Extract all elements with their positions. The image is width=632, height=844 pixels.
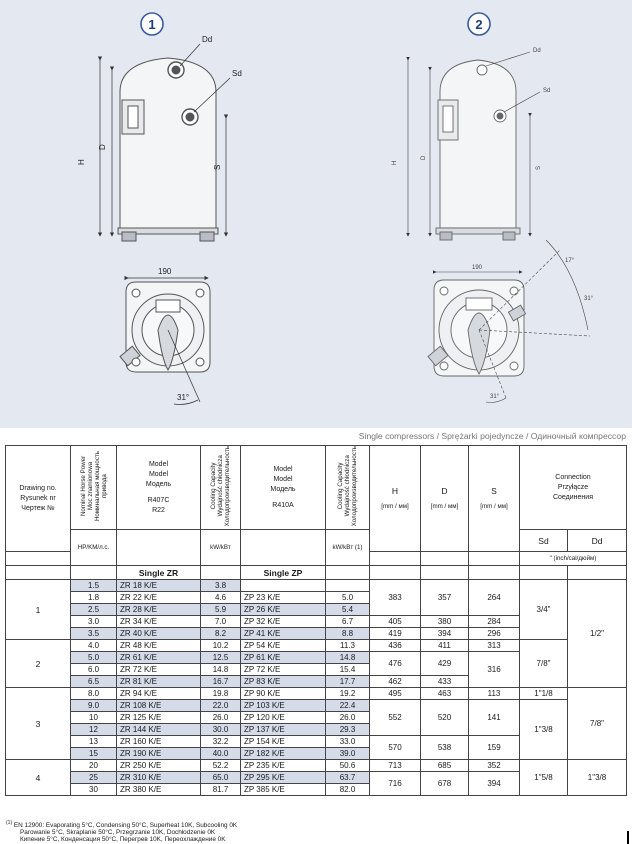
cell-zp-model: ZP 385 K/E — [241, 784, 326, 796]
cell-s: 313 — [469, 640, 520, 652]
cell-zr-model: ZR 72 K/E — [117, 664, 201, 676]
header-h-label: H — [391, 485, 399, 496]
model-r407-refrigerant-2: R22 — [152, 506, 165, 514]
cell-h: 716 — [370, 772, 421, 796]
cell-sd: 3/4" — [520, 580, 568, 640]
cell-zp-model: ZP 120 K/E — [241, 712, 326, 724]
compressor-2-angle-31-right: 31° — [584, 296, 594, 302]
cell-dd: 1/2" — [568, 580, 627, 688]
header-drawing-no — [6, 446, 71, 552]
cell-zr-capacity: 3.8 — [201, 580, 241, 592]
cell-zr-model: ZR 144 K/E — [117, 724, 201, 736]
cell-zr-model: ZR 34 K/E — [117, 616, 201, 628]
edge-marker — [627, 831, 629, 844]
compressor-1-label-sd: Sd — [232, 69, 242, 78]
compressor-1-top-view — [120, 282, 210, 372]
cell-hp: 20 — [71, 760, 117, 772]
cell-zr-capacity: 12.5 — [201, 652, 241, 664]
cell-zp-capacity: 5.0 — [326, 592, 370, 604]
cell-zp-model — [241, 580, 326, 592]
cell-zp-model: ZP 235 K/E — [241, 760, 326, 772]
header-s-units: [mm / мм] — [480, 502, 508, 510]
cell-hp: 15 — [71, 748, 117, 760]
cell-s: 296 — [469, 628, 520, 640]
cell-zr-model: ZR 190 K/E — [117, 748, 201, 760]
model-r407-line-3: Модель — [145, 480, 172, 488]
cell-sd: 1"5/8 — [520, 760, 568, 796]
cell-zp-capacity: 17.7 — [326, 676, 370, 688]
cell-zr-capacity: 14.8 — [201, 664, 241, 676]
cell-zr-model: ZR 28 K/E — [117, 604, 201, 616]
cell-zr-model: ZR 250 K/E — [117, 760, 201, 772]
header-hp-units: HP/KM/л.с. — [71, 530, 117, 566]
cell-zp-capacity: 22.4 — [326, 700, 370, 712]
cell-zr-capacity: 40.0 — [201, 748, 241, 760]
cell-zp-model: ZP 182 K/E — [241, 748, 326, 760]
footnote-line-3: Кипение 5°C, Конденсация 50°C, Перегрев 10K, Переохлаждение 0K — [20, 836, 226, 844]
cell-zp-model: ZP 72 K/E — [241, 664, 326, 676]
cell-zr-capacity: 26.0 — [201, 712, 241, 724]
cell-h: 419 — [370, 628, 421, 640]
cap1-line-3: Холодопроизводительность — [224, 446, 231, 527]
header-h — [370, 446, 421, 552]
cell-dd: 7/8" — [568, 688, 627, 760]
compressor-2-dim-d: D — [421, 155, 427, 160]
cell-hp: 3.0 — [71, 616, 117, 628]
cell-zr-capacity: 5.9 — [201, 604, 241, 616]
drawing-1-badge — [141, 13, 163, 35]
cell-zp-capacity: 6.7 — [326, 616, 370, 628]
compressor-1-angle-31: 31° — [177, 393, 190, 402]
cell-d: 411 — [421, 640, 469, 652]
footnote-text-1: EN 12900: Evaporating 5°C, Condensing 50°C, Superheat 10K, Subcooling 0K — [13, 822, 238, 830]
cell-hp: 4.0 — [71, 640, 117, 652]
model-r407-refrigerant-1: R407C — [147, 496, 170, 504]
cell-zp-model: ZP 41 K/E — [241, 628, 326, 640]
cell-h: 713 — [370, 760, 421, 772]
header-drawing-line-3: Чертеж № — [21, 504, 55, 512]
connection-line-3: Соединения — [552, 493, 593, 501]
cell-hp: 6.5 — [71, 676, 117, 688]
cell-zr-model: ZR 380 K/E — [117, 784, 201, 796]
cell-zp-model: ZP 26 K/E — [241, 604, 326, 616]
footnote-line-2: Parowanie 5°C, Skraplanie 50°C, Przegrzanie 10K, Dochłodzenie 0K — [20, 829, 216, 837]
section-single-zr: Single ZR — [117, 566, 201, 580]
cell-zp-capacity: 11.3 — [326, 640, 370, 652]
cell-zr-capacity: 16.7 — [201, 676, 241, 688]
cell-d: 357 — [421, 580, 469, 616]
cell-d: 678 — [421, 772, 469, 796]
cell-zr-capacity: 19.8 — [201, 688, 241, 700]
cell-zp-model: ZP 90 K/E — [241, 688, 326, 700]
badge-2-label: 2 — [475, 17, 483, 32]
drawing-2-badge — [468, 13, 490, 35]
table-header-row — [6, 446, 627, 530]
compressor-2-label-sd: Sd — [543, 88, 551, 94]
connection-line-2: Przyłącze — [557, 483, 589, 491]
header-model-r407c — [117, 446, 201, 530]
cell-zr-model: ZR 94 K/E — [117, 688, 201, 700]
cap2-line-1: Cooling Capacity — [337, 462, 344, 510]
cell-d: 463 — [421, 688, 469, 700]
header-d-spacer — [421, 552, 469, 566]
header-dd: Dd — [568, 530, 627, 552]
footnote — [6, 820, 237, 843]
header-d — [421, 446, 469, 552]
cell-zp-model: ZP 23 K/E — [241, 592, 326, 604]
cell-zp-model: ZP 32 K/E — [241, 616, 326, 628]
compressor-2-dim-h: H — [392, 160, 398, 165]
cell-zp-capacity: 14.8 — [326, 652, 370, 664]
compressor-2-width-190: 190 — [472, 265, 483, 271]
header-s-spacer — [469, 552, 520, 566]
cell-s: 159 — [469, 736, 520, 760]
hp-line-2: Moc znamionowa — [86, 462, 94, 511]
cell-zp-model: ZP 103 K/E — [241, 700, 326, 712]
header-h-units: [mm / мм] — [381, 502, 409, 510]
cell-h: 476 — [370, 652, 421, 676]
cell-d: 538 — [421, 736, 469, 760]
cell-hp: 8.0 — [71, 688, 117, 700]
header-cap2-units: kW/kBт (1) — [326, 530, 370, 566]
cell-zr-model: ZR 81 K/E — [117, 676, 201, 688]
cell-zp-capacity: 19.2 — [326, 688, 370, 700]
cell-h: 436 — [370, 640, 421, 652]
cell-h: 383 — [370, 580, 421, 616]
cell-zp-model: ZP 61 K/E — [241, 652, 326, 664]
cell-zr-capacity: 8.2 — [201, 628, 241, 640]
cell-hp: 9.0 — [71, 700, 117, 712]
cell-zr-model: ZR 18 K/E — [117, 580, 201, 592]
header-d-label: D — [441, 485, 448, 496]
compressor-2-angle-31-bottom: 31° — [490, 394, 500, 400]
cap2-line-3: Холодопроизводительность — [351, 446, 358, 527]
footnote-line-1 — [6, 820, 237, 829]
header-h-spacer — [370, 552, 421, 566]
cell-zr-capacity: 30.0 — [201, 724, 241, 736]
header-horse-power — [71, 446, 117, 530]
cap1-line-1: Cooling Capacity — [210, 462, 217, 510]
table-row — [6, 760, 627, 772]
cell-zp-capacity: 5.4 — [326, 604, 370, 616]
connection-line-1: Connection — [555, 473, 591, 481]
cell-h: 495 — [370, 688, 421, 700]
compressor-2-dim-s: S — [536, 165, 542, 170]
cell-zp-model: ZP 54 K/E — [241, 640, 326, 652]
cap2-line-2: Wydajność chłodnicza — [344, 455, 351, 517]
cell-hp: 12 — [71, 724, 117, 736]
cell-zr-model: ZR 48 K/E — [117, 640, 201, 652]
header-model-r407-spacer — [117, 530, 201, 566]
header-cap1-units: kW/kBт — [201, 530, 241, 566]
header-s-label: S — [491, 485, 497, 496]
cell-s: 352 — [469, 760, 520, 772]
cap1-line-2: Wydajność chłodnicza — [217, 455, 224, 517]
cell-zr-capacity: 7.0 — [201, 616, 241, 628]
cell-zp-capacity: 26.0 — [326, 712, 370, 724]
cell-zr-capacity: 4.6 — [201, 592, 241, 604]
header-cooling-capacity-1 — [201, 446, 241, 530]
header-connection — [520, 446, 627, 530]
cell-d: 685 — [421, 760, 469, 772]
cell-zr-capacity: 65.0 — [201, 772, 241, 784]
cell-h: 462 — [370, 676, 421, 688]
cell-hp: 30 — [71, 784, 117, 796]
hp-line-4: привода — [100, 474, 108, 499]
section-single-zp: Single ZP — [241, 566, 326, 580]
cell-sd: 7/8" — [520, 640, 568, 688]
table-row — [6, 580, 627, 592]
header-s — [469, 446, 520, 552]
header-drawing-line-2: Rysunek nr — [20, 494, 56, 502]
compressor-2-side-view — [436, 60, 520, 240]
cell-zp-model: ZP 295 K/E — [241, 772, 326, 784]
cell-d: 394 — [421, 628, 469, 640]
table-row — [6, 688, 627, 700]
model-r410-line-3: Модель — [270, 485, 296, 493]
table-row — [6, 700, 627, 712]
compressor-1-side-view — [118, 58, 218, 241]
group-cell: 3 — [6, 688, 71, 760]
cell-hp: 5.0 — [71, 652, 117, 664]
cell-s: 394 — [469, 772, 520, 796]
model-r410-line-2: Model — [273, 475, 293, 483]
hp-line-3: Номинальная мощность — [93, 451, 101, 522]
cell-zp-capacity: 29.3 — [326, 724, 370, 736]
section-header-row — [6, 566, 627, 580]
cell-hp: 1.8 — [71, 592, 117, 604]
cell-zp-capacity: 8.8 — [326, 628, 370, 640]
section-caption: Single compressors / Sprężarki pojedyncze / Одиночный компрессор — [358, 431, 626, 441]
cell-zr-model: ZR 22 K/E — [117, 592, 201, 604]
badge-1-label: 1 — [148, 17, 156, 32]
cell-zr-capacity: 32.2 — [201, 736, 241, 748]
model-r410-line-1: Model — [273, 465, 293, 473]
header-sd: Sd — [520, 530, 568, 552]
cell-sd: 1"1/8 — [520, 688, 568, 700]
compressor-2-label-dd: Dd — [533, 48, 541, 54]
cell-zr-capacity: 81.7 — [201, 784, 241, 796]
compressor-1-dim-d: D — [98, 144, 107, 150]
header-cooling-capacity-2 — [326, 446, 370, 530]
cell-hp: 2.5 — [71, 604, 117, 616]
cell-h: 405 — [370, 616, 421, 628]
group-cell: 2 — [6, 640, 71, 688]
model-r410-refrigerant: R410A — [272, 501, 294, 509]
group-cell: 4 — [6, 760, 71, 796]
cell-dd: 1"3/8 — [568, 760, 627, 796]
table-row — [6, 640, 627, 652]
cell-hp: 1.5 — [71, 580, 117, 592]
cell-h: 570 — [370, 736, 421, 760]
cell-zr-capacity: 22.0 — [201, 700, 241, 712]
compressor-2-top-view — [428, 280, 526, 376]
cell-zr-model: ZR 125 K/E — [117, 712, 201, 724]
cell-zp-capacity: 63.7 — [326, 772, 370, 784]
cell-s: 316 — [469, 652, 520, 688]
header-model-r410-spacer — [241, 530, 326, 566]
hp-line-1: Nominal Horse Power — [79, 456, 87, 517]
compressor-1-width-190: 190 — [158, 267, 172, 276]
model-r407-line-2: Model — [148, 470, 169, 478]
header-drawing-spacer — [6, 552, 71, 566]
cell-hp: 6.0 — [71, 664, 117, 676]
compressor-1-dim-h: H — [77, 159, 86, 165]
cell-zp-capacity: 39.0 — [326, 748, 370, 760]
cell-zp-capacity — [326, 580, 370, 592]
cell-s: 284 — [469, 616, 520, 628]
cell-d: 433 — [421, 676, 469, 688]
cell-sd: 1"3/8 — [520, 700, 568, 760]
cell-zr-model: ZR 310 K/E — [117, 772, 201, 784]
cell-zp-capacity: 82.0 — [326, 784, 370, 796]
cell-hp: 13 — [71, 736, 117, 748]
cell-zr-model: ZR 160 K/E — [117, 736, 201, 748]
cell-zp-model: ZP 154 K/E — [241, 736, 326, 748]
cell-zr-model: ZR 40 K/E — [117, 628, 201, 640]
header-model-r410a — [241, 446, 326, 530]
compressor-1-label-dd: Dd — [202, 35, 213, 44]
cell-zp-capacity: 15.4 — [326, 664, 370, 676]
group-cell: 1 — [6, 580, 71, 640]
cell-hp: 10 — [71, 712, 117, 724]
cell-d: 429 — [421, 652, 469, 676]
cell-s: 113 — [469, 688, 520, 700]
compressor-2-angle-17: 17° — [565, 258, 575, 264]
header-drawing-line-1: Drawing no. — [19, 484, 57, 492]
cell-hp: 3.5 — [71, 628, 117, 640]
cell-zp-model: ZP 137 K/E — [241, 724, 326, 736]
cell-zr-model: ZR 108 K/E — [117, 700, 201, 712]
header-connection-units: " (inch/cal/дюйм) — [520, 552, 627, 566]
header-d-units: [mm / мм] — [430, 502, 459, 510]
cell-zr-capacity: 10.2 — [201, 640, 241, 652]
cell-zp-capacity: 50.6 — [326, 760, 370, 772]
cell-d: 520 — [421, 700, 469, 736]
compressor-1-dim-s: S — [213, 164, 222, 170]
footnote-mark: (1) — [6, 820, 13, 826]
cell-hp: 25 — [71, 772, 117, 784]
cell-d: 380 — [421, 616, 469, 628]
cell-zr-model: ZR 61 K/E — [117, 652, 201, 664]
model-r407-line-1: Model — [148, 460, 169, 468]
cell-zp-model: ZP 83 K/E — [241, 676, 326, 688]
cell-h: 552 — [370, 700, 421, 736]
cell-s: 264 — [469, 580, 520, 616]
cell-s: 141 — [469, 700, 520, 736]
spec-table — [5, 445, 627, 796]
cell-zp-capacity: 33.0 — [326, 736, 370, 748]
cell-zr-capacity: 52.2 — [201, 760, 241, 772]
